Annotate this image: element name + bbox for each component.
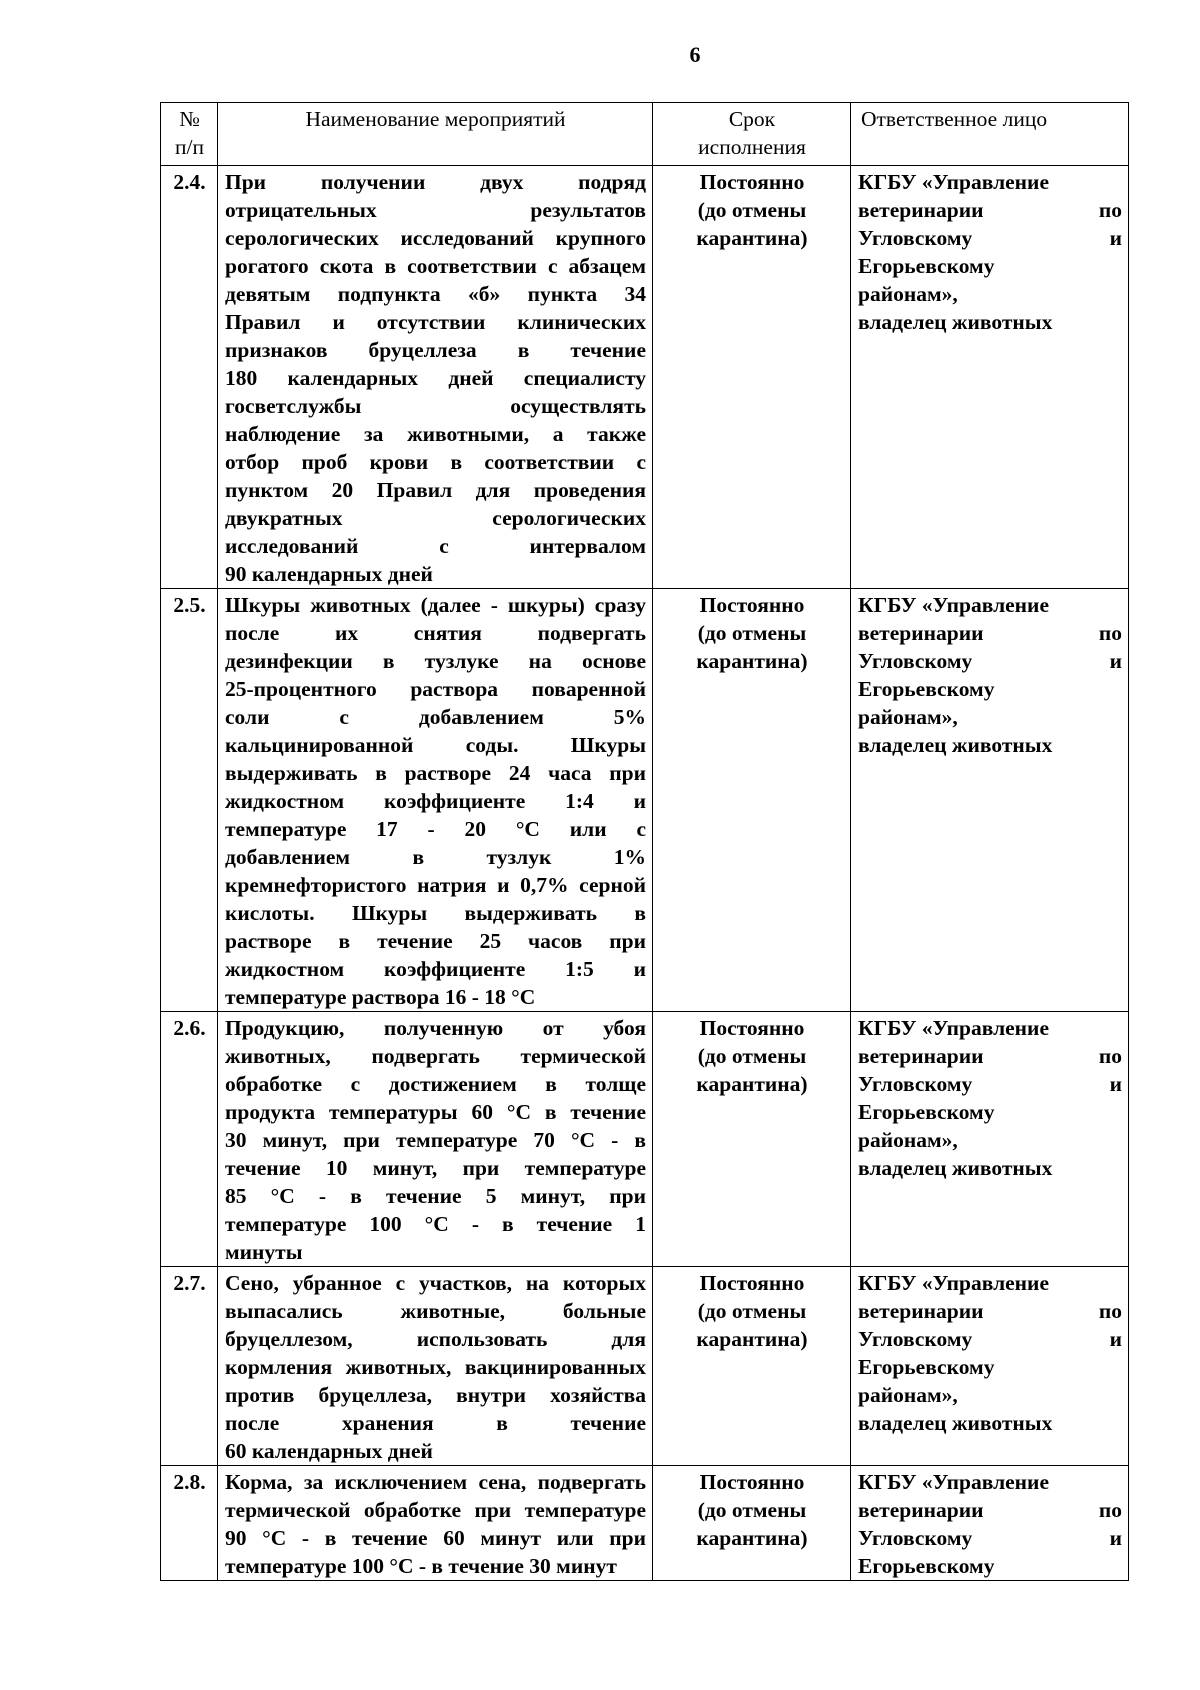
responsible-text-line: Егорьевскому [858,1100,995,1124]
responsible-text-line: Егорьевскому [858,677,995,701]
deadline-cell [653,1466,851,1581]
deadline-text-line: (до отмены [697,1044,807,1068]
measure-text-line: кальцинированной соды. Шкуры [225,733,646,757]
measure-text-line: 180 календарных дней специалисту [225,366,646,390]
measure-description [218,589,653,1012]
measure-text-line: добавлением в тузлук 1% [225,845,646,869]
deadline-text-line: Постоянно [699,1271,805,1295]
responsible-text-line: владелец животных [858,1411,1053,1435]
responsible-text-line: ветеринарии по [858,198,1122,222]
responsible-text-line: ветеринарии по [858,1299,1122,1323]
row-number: 2.5. [161,589,218,1012]
responsible-text-line: КГБУ «Управление [858,170,1049,194]
deadline-text-line: (до отмены [697,1498,807,1522]
measure-text-line: обработке с достижением в толще [225,1072,646,1096]
responsible-text-line: КГБУ «Управление [858,1016,1049,1040]
measure-text-line: выпасались животные, больные [225,1299,646,1323]
deadline-text-line: (до отмены [697,621,807,645]
responsible-text-line: районам», [858,282,958,306]
deadline-text-line: карантина) [696,1327,808,1351]
measure-text-line: течение 10 минут, при температуре [225,1156,646,1180]
measure-text-line: Продукцию, полученную от убоя [225,1016,646,1040]
responsible-text-line: Угловскому и [858,1526,1122,1550]
row-number: 2.4. [161,166,218,589]
table-row [161,1267,1129,1466]
responsible-text-line: Угловскому и [858,226,1122,250]
measure-text-line: 90 календарных дней [225,562,433,586]
measure-text-line: соли с добавлением 5% [225,705,646,729]
measure-text-line: 85 °C - в течение 5 минут, при [225,1184,646,1208]
measure-text-line: бруцеллезом, использовать для [225,1327,646,1351]
responsible-text-line: районам», [858,1383,958,1407]
measure-text-line: жидкостном коэффициенте 1:5 и [225,957,646,981]
measure-text-line: отрицательных результатов [225,198,646,222]
measure-description [218,166,653,589]
responsible-cell [851,589,1129,1012]
responsible-text-line: Угловскому и [858,1327,1122,1351]
measure-text-line: 30 минут, при температуре 70 °C - в [225,1128,646,1152]
measure-text-line: исследований с интервалом [225,534,646,558]
responsible-text-line: районам», [858,1128,958,1152]
measures-table [160,102,1129,1581]
row-number: 2.7. [161,1267,218,1466]
table-header-row [161,103,1129,166]
header-number: № п/п [161,103,218,166]
responsible-text-line: ветеринарии по [858,621,1122,645]
header-deadline: Срок исполнения [653,103,851,166]
deadline-text-line: (до отмены [697,198,807,222]
table-row [161,1466,1129,1581]
responsible-text-line: владелец животных [858,733,1053,757]
header-responsible: Ответственное лицо [851,103,1129,166]
responsible-text-line: КГБУ «Управление [858,593,1049,617]
measure-description [218,1466,653,1581]
measure-text-line: Корма, за исключением сена, подвергать [225,1470,646,1494]
measure-text-line: температуре 100 °C - в течение 1 [225,1212,646,1236]
measure-text-line: отбор проб крови в соответствии с [225,450,646,474]
table-row [161,166,1129,589]
table-row [161,1012,1129,1267]
deadline-cell [653,166,851,589]
measure-text-line: после их снятия подвергать [225,621,646,645]
measure-text-line: жидкостном коэффициенте 1:4 и [225,789,646,813]
page-number: 6 [689,42,701,67]
measure-text-line: Шкуры животных (далее - шкуры) сразу [225,593,646,617]
measure-text-line: девятым подпункта «б» пункта 34 [225,282,646,306]
measure-text-line: пунктом 20 Правил для проведения [225,478,646,502]
measure-description [218,1267,653,1466]
measure-text-line: растворе в течение 25 часов при [225,929,646,953]
responsible-cell [851,1267,1129,1466]
deadline-cell [653,589,851,1012]
measure-text-line: температуре 17 - 20 °C или с [225,817,646,841]
measure-text-line: признаков бруцеллеза в течение [225,338,646,362]
deadline-text-line: Постоянно [699,593,805,617]
measure-text-line: кислоты. Шкуры выдерживать в [225,901,646,925]
deadline-text-line: карантина) [696,649,808,673]
deadline-cell [653,1267,851,1466]
header-measure-name: Наименование мероприятий [218,103,653,166]
responsible-text-line: Егорьевскому [858,1355,995,1379]
table-body [161,166,1129,1581]
measure-text-line: Сено, убранное с участков, на которых [225,1271,646,1295]
responsible-text-line: ветеринарии по [858,1498,1122,1522]
measure-text-line: двукратных серологических [225,506,646,530]
responsible-cell [851,1012,1129,1267]
deadline-text-line: карантина) [696,226,808,250]
responsible-text-line: КГБУ «Управление [858,1470,1049,1494]
measure-text-line: 25-процентного раствора поваренной [225,677,646,701]
measure-text-line: кормления животных, вакцинированных [225,1355,646,1379]
measure-text-line: рогатого скота в соответствии с абзацем [225,254,646,278]
measure-text-line: против бруцеллеза, внутри хозяйства [225,1383,646,1407]
responsible-text-line: Угловскому и [858,649,1122,673]
deadline-text-line: карантина) [696,1526,808,1550]
measure-text-line: животных, подвергать термической [225,1044,646,1068]
measure-text-line: термической обработке при температуре [225,1498,646,1522]
responsible-cell [851,1466,1129,1581]
measure-text-line: продукта температуры 60 °C в течение [225,1100,646,1124]
measure-text-line: выдерживать в растворе 24 часа при [225,761,646,785]
row-number: 2.6. [161,1012,218,1267]
measure-text-line: наблюдение за животными, а также [225,422,646,446]
deadline-text-line: Постоянно [699,1016,805,1040]
measure-text-line: серологических исследований крупного [225,226,646,250]
responsible-text-line: ветеринарии по [858,1044,1122,1068]
responsible-text-line: владелец животных [858,310,1053,334]
table-row [161,589,1129,1012]
measure-text-line: после хранения в течение [225,1411,646,1435]
responsible-text-line: Егорьевскому [858,254,995,278]
responsible-text-line: Угловскому и [858,1072,1122,1096]
deadline-text-line: (до отмены [697,1299,807,1323]
deadline-cell [653,1012,851,1267]
deadline-text-line: Постоянно [699,170,805,194]
measure-text-line: минуты [225,1240,303,1264]
measure-text-line: 90 °C - в течение 60 минут или при [225,1526,646,1550]
measure-text-line: температуре раствора 16 - 18 °C [225,985,536,1009]
measure-text-line: дезинфекции в тузлуке на основе [225,649,646,673]
responsible-text-line: Егорьевскому [858,1554,995,1578]
measure-description [218,1012,653,1267]
measure-text-line: температуре 100 °C - в течение 30 минут [225,1554,617,1578]
deadline-text-line: Постоянно [699,1470,805,1494]
responsible-text-line: владелец животных [858,1156,1053,1180]
measure-text-line: Правил и отсутствии клинических [225,310,646,334]
measure-text-line: При получении двух подряд [225,170,646,194]
deadline-text-line: карантина) [696,1072,808,1096]
row-number: 2.8. [161,1466,218,1581]
responsible-text-line: районам», [858,705,958,729]
measure-text-line: 60 календарных дней [225,1439,433,1463]
responsible-text-line: КГБУ «Управление [858,1271,1049,1295]
responsible-cell [851,166,1129,589]
measure-text-line: госветслужбы осуществлять [225,394,646,418]
measure-text-line: кремнефтористого натрия и 0,7% серной [225,873,646,897]
